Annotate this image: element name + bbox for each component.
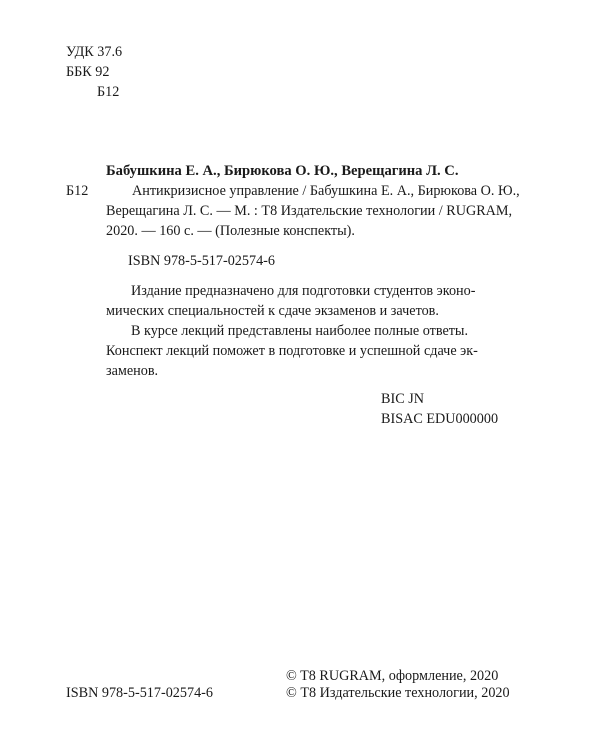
bbk-code: ББК 92 [66, 64, 110, 80]
author-mark: Б12 [97, 84, 120, 100]
catalog-isbn: ISBN 978-5-517-02574-6 [128, 253, 275, 269]
catalog-mark: Б12 [66, 183, 89, 199]
annotation-p2-line-1: В курсе лекций представлены наиболее полные ответы. [131, 323, 469, 339]
annotation-p2-line-3: заменов. [106, 363, 159, 379]
copyright-design: © T8 RUGRAM, оформление, 2020 [286, 668, 499, 684]
authors-heading: Бабушкина Е. А., Бирюкова О. Ю., Верещагина Л. С. [106, 163, 459, 179]
annotation-p1-line-1: Издание предназначено для подготовки студентов эконо- [131, 283, 476, 299]
catalog-description-line-1: Антикризисное управление / Бабушкина Е. А., Бирюкова О. Ю., [132, 183, 520, 199]
footer-isbn: ISBN 978-5-517-02574-6 [66, 685, 213, 701]
copyright-publisher: © Т8 Издательские технологии, 2020 [286, 685, 510, 701]
bic-code: BIC JN [381, 391, 424, 407]
bisac-code: BISAC EDU000000 [381, 411, 499, 427]
udk-code: УДК 37.6 [66, 44, 123, 60]
annotation-p2-line-2: Конспект лекций поможет в подготовке и успешной сдаче эк- [106, 343, 478, 359]
catalog-description-line-2: Верещагина Л. С. — М. : Т8 Издательские технологии / RUGRAM, [106, 203, 513, 219]
annotation-p1-line-2: мических специальностей к сдаче экзаменов и зачетов. [106, 303, 439, 319]
catalog-description-line-3: 2020. — 160 с. — (Полезные конспекты). [106, 223, 355, 239]
